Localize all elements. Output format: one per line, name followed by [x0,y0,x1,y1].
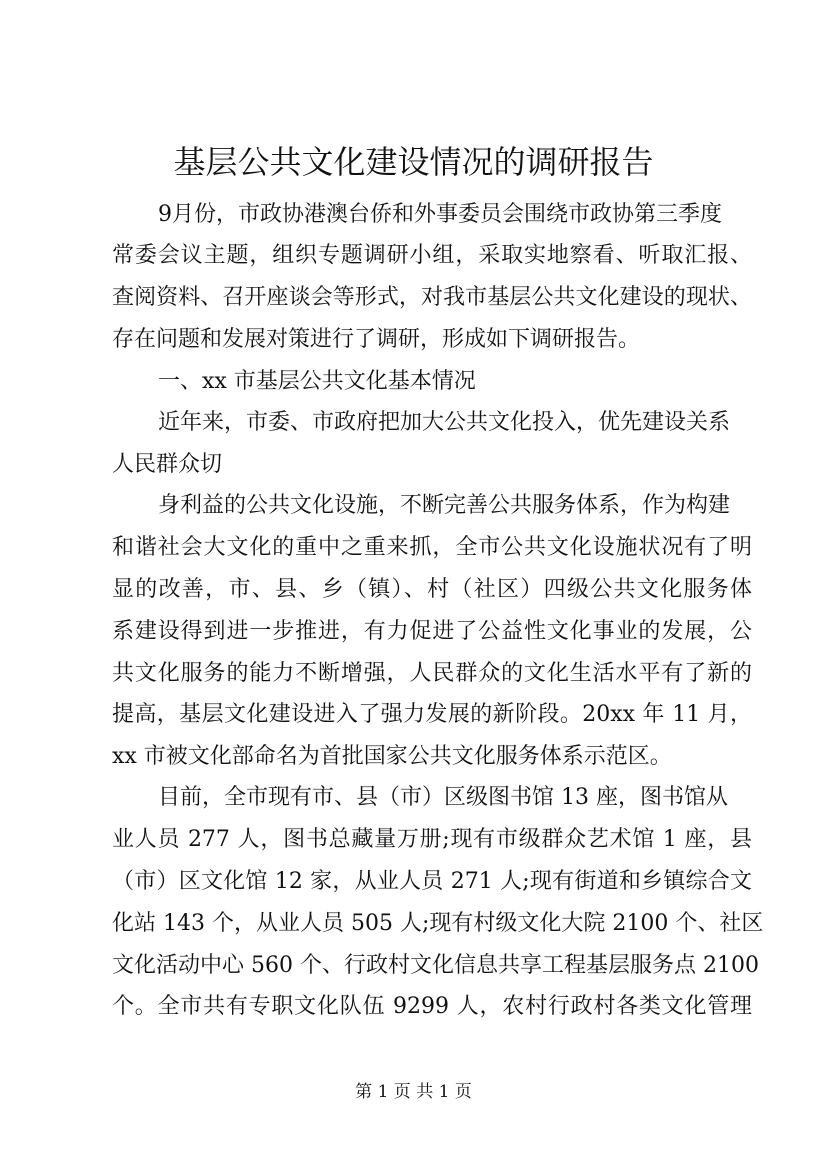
document-title: 基层公共文化建设情况的调研报告 [173,143,654,181]
text-line: 业人员 277 人，图书总藏量万册;现有市级群众艺术馆 1 座，县 [112,827,752,852]
text-line: 人民群众切 [112,452,223,477]
text-line: 身利益的公共文化设施，不断完善公共服务体系，作为构建 [158,493,731,518]
text-line: 近年来，市委、市政府把加大公共文化投入，优先建设关系 [158,410,731,435]
text-line: 共文化服务的能力不断增强，人民群众的文化生活水平有了新的 [112,661,752,686]
text-line: 和谐社会大文化的重中之重来抓，全市公共文化设施状况有了明 [112,535,752,560]
text-line: 系建设得到进一步推进，有力促进了公益性文化事业的发展，公 [112,619,752,644]
text-line: 目前，全市现有市、县（市）区级图书馆 13 座，图书馆从 [158,785,728,810]
text-line: 存在问题和发展对策进行了调研，形成如下调研报告。 [112,327,641,352]
text-line: 化站 143 个，从业人员 505 人;现有村级文化大院 2100 个、社区 [112,911,764,936]
page-footer: 第 1 页 共 1 页 [355,1082,472,1102]
section-heading: 一、xx 市基层公共文化基本情况 [158,369,476,394]
text-line: 9月份，市政协港澳台侨和外事委员会围绕市政协第三季度 [158,202,722,227]
text-line: 文化活动中心 560 个、行政村文化信息共享工程基层服务点 2100 [112,953,759,978]
text-line: （市）区文化馆 12 家，从业人员 271 人;现有街道和乡镇综合文 [112,869,752,894]
text-line: 个。全市共有专职文化队伍 9299 人，农村行政村各类文化管理 [112,994,752,1019]
text-line: 常委会议主题，组织专题调研小组，采取实地察看、听取汇报、 [112,243,752,268]
text-line: xx 市被文化部命名为首批国家公共文化服务体系示范区。 [112,744,672,769]
text-line: 提高，基层文化建设进入了强力发展的新阶段。20xx 年 11 月， [112,702,752,727]
text-line: 显的改善，市、县、乡（镇）、村（社区）四级公共文化服务体 [112,577,752,602]
text-line: 查阅资料、召开座谈会等形式，对我市基层公共文化建设的现状、 [112,285,752,310]
